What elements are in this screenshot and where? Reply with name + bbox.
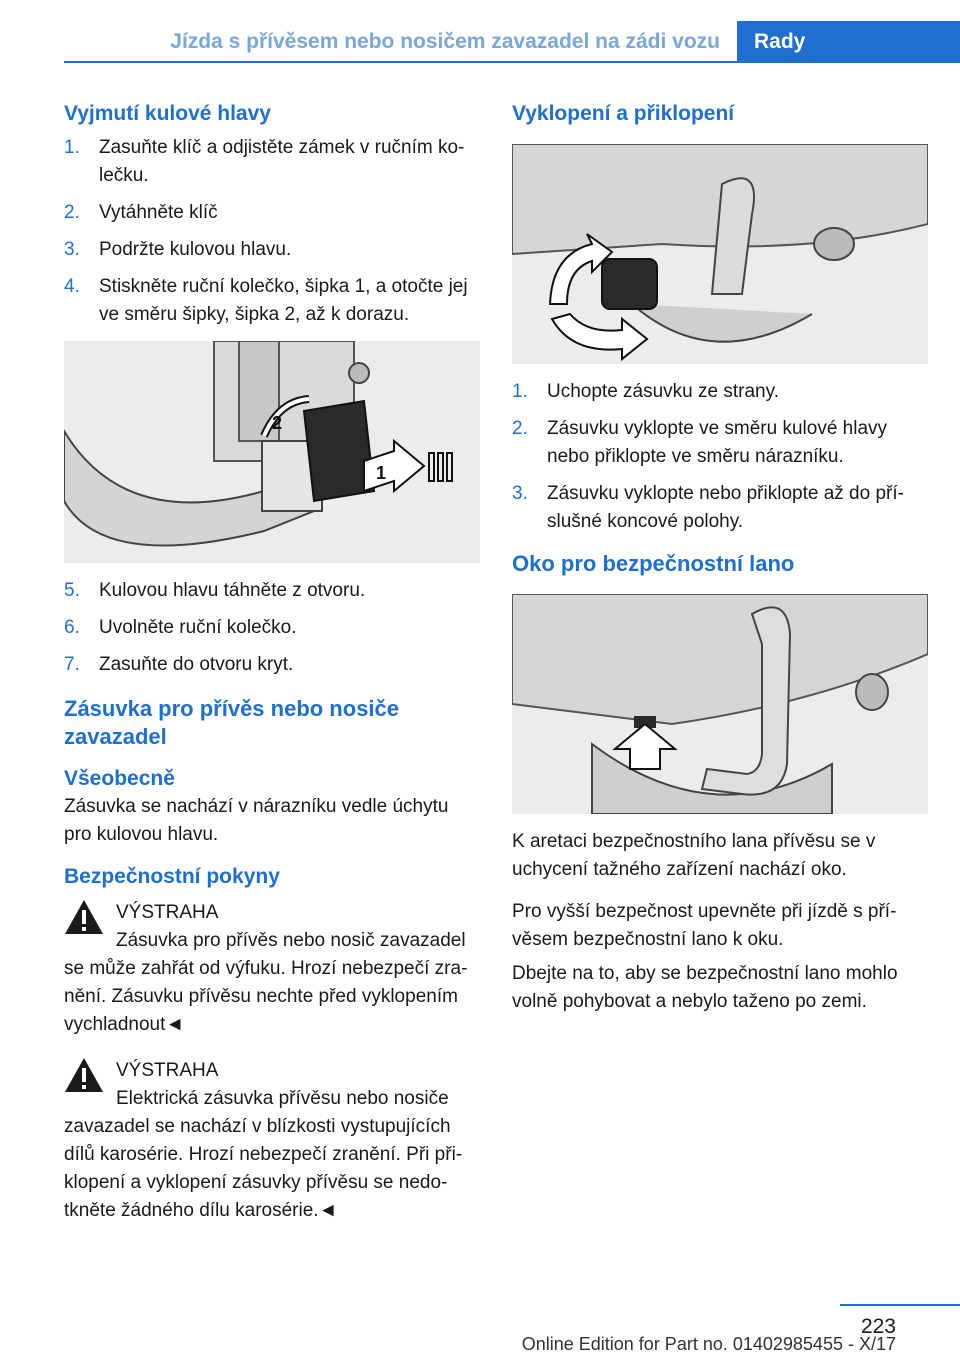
socket-tilt-illustration bbox=[512, 144, 928, 364]
list-item: 5. Kulovou hlavu táhněte z otvoru. bbox=[64, 580, 366, 601]
removal-steps bbox=[64, 134, 480, 329]
arrow-label-2: 2 bbox=[272, 413, 283, 433]
section-tab[interactable]: Rady bbox=[737, 21, 960, 62]
tilt-steps bbox=[512, 378, 928, 536]
warning-triangle-icon bbox=[64, 1057, 104, 1093]
edition-note: Online Edition for Part no. 01402985455 - X/17 bbox=[521, 1334, 896, 1354]
footer-divider bbox=[840, 1304, 960, 1306]
list-item: 3. Zásuvku vyklopte nebo přiklopte až do příslušné koncové polohy. bbox=[512, 483, 904, 532]
tilt-heading: Vyklopení a přiklopení bbox=[512, 102, 735, 125]
page-header bbox=[0, 0, 960, 62]
removal-heading: Vyjmutí kulové hlavy bbox=[64, 102, 271, 125]
eye-heading: Oko pro bezpečnostní lano bbox=[512, 551, 795, 576]
safety-eye-illustration bbox=[512, 594, 928, 814]
warning-title: VÝSTRAHA bbox=[116, 902, 219, 923]
warning-triangle-icon bbox=[64, 899, 104, 935]
left-column bbox=[64, 100, 480, 1225]
warning-box bbox=[64, 1057, 480, 1225]
warning-box bbox=[64, 899, 480, 1039]
chapter-title: Jízda s přívěsem nebo nosičem zavazadel na zádi vozu bbox=[170, 30, 720, 53]
ball-head-illustration bbox=[64, 341, 480, 563]
general-text: Zásuvka se nachází v nárazníku vedle úchytu pro kulovou hlavu. bbox=[64, 796, 449, 845]
list-item: 7. Zasuňte do otvoru kryt. bbox=[64, 654, 294, 675]
eye-paragraph-2: Pro vyšší bezpečnost upevněte při jízdě s přívěsem bezpečnostní lano k oku. bbox=[512, 901, 897, 950]
removal-steps-continued bbox=[64, 577, 480, 679]
eye-paragraph-3: Dbejte na to, aby se bezpečnostní lano mohlo volně pohybovat a nebylo taženo po zemi. bbox=[512, 963, 898, 1012]
warning-title: VÝSTRAHA bbox=[116, 1060, 219, 1081]
list-item: 6. Uvolněte ruční kolečko. bbox=[64, 617, 297, 638]
general-heading: Všeobecně bbox=[64, 767, 175, 790]
warning-text: Elektrická zásuvka přívěsu nebo nosiče zavazadel se nachází v blízkosti vystupujících dílů karosérie. Hrozí nebezpečí zranění. Při přiklopení a vyklopení zásuvky přívěsu se nedotkněte žádného dílu karosérie.◄ bbox=[64, 1088, 463, 1221]
list-item: 1. Uchopte zásuvku ze strany. bbox=[512, 381, 779, 402]
list-item: 3. Podržte kulovou hlavu. bbox=[64, 239, 292, 260]
page-number: 223 bbox=[860, 1315, 896, 1338]
list-item: 2. Zásuvku vyklopte ve směru kulové hlavy nebo přiklopte ve směru nárazníku. bbox=[512, 418, 888, 467]
eye-paragraph-1: K aretaci bezpečnostního lana přívěsu se v uchycení tažného zařízení nachází oko. bbox=[512, 831, 876, 880]
arrow-label-1: 1 bbox=[376, 463, 387, 483]
list-item: 4. Stiskněte ruční kolečko, šipka 1, a otočte jej ve směru šipky, šipka 2, až k dorazu. bbox=[64, 276, 468, 325]
safety-heading: Bezpečnostní pokyny bbox=[64, 865, 280, 888]
warning-text: Zásuvka pro přívěs nebo nosič zavazadel se může zahřát od výfuku. Hrozí nebezpečí zranění. Zásuvku přívěsu nechte před vyklopením vychladnout◄ bbox=[64, 930, 468, 1035]
right-column bbox=[512, 100, 928, 1016]
header-divider bbox=[64, 61, 960, 63]
list-item: 2. Vytáhněte klíč bbox=[64, 202, 218, 223]
socket-heading: Zásuvka pro přívěs nebo nosiče zavazadel bbox=[64, 696, 400, 749]
list-item: 1. Zasuňte klíč a odjistěte zámek v ručním kolečku. bbox=[64, 137, 465, 186]
